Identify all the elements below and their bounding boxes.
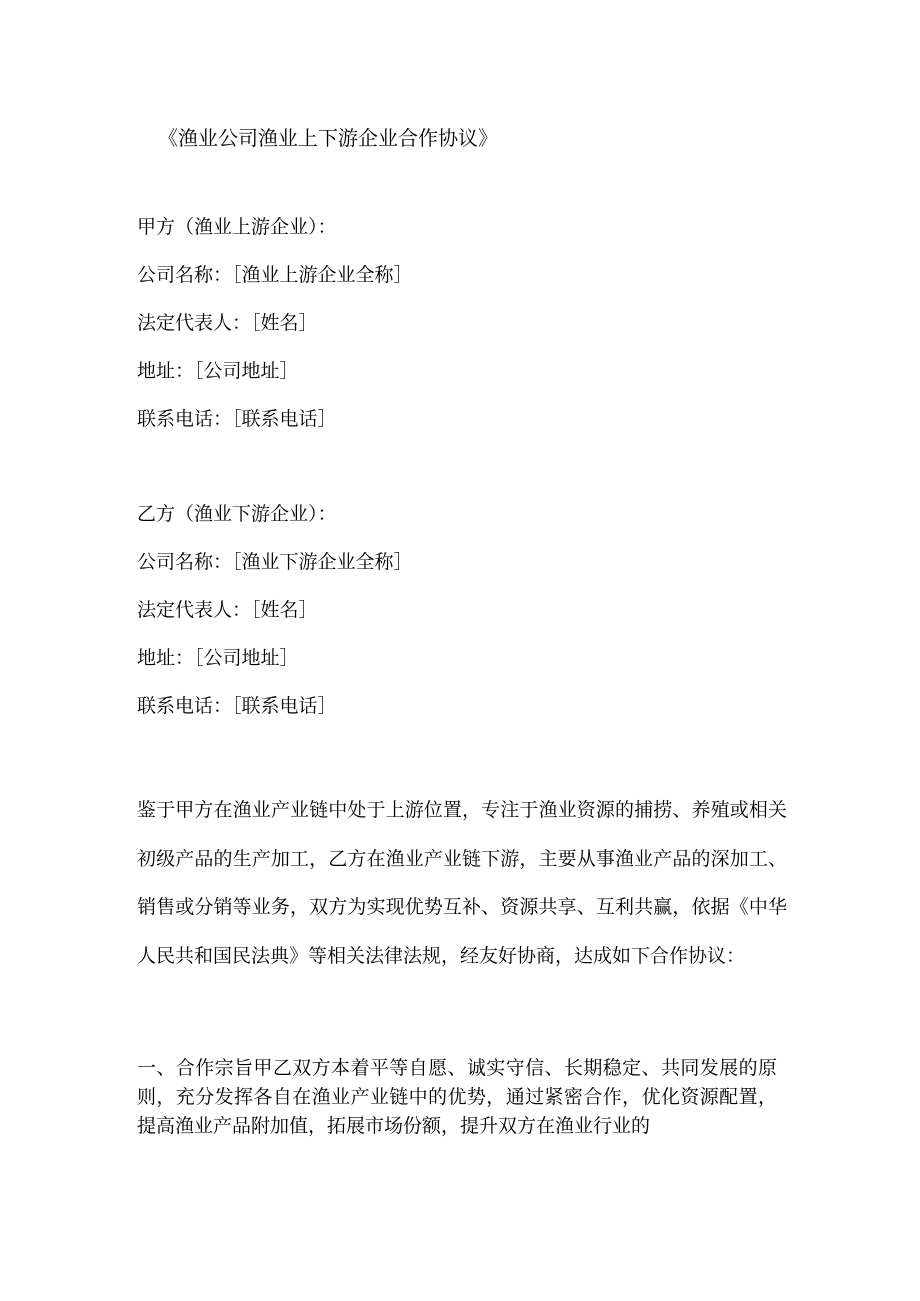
party-a-address: 地址：［公司地址］	[137, 360, 299, 382]
party-b-legal-representative: 法定代表人：［姓名］	[137, 599, 318, 621]
party-b-heading: 乙方（渔业下游企业）：	[137, 503, 337, 525]
party-b-address: 地址：［公司地址］	[137, 647, 299, 669]
intro-paragraph: 鉴于甲方在渔业产业链中处于上游位置，专注于渔业资源的捕捞、养殖或相关初级产品的生产加工，乙方在渔业产业链下游，主要从事渔业产品的深加工、销售或分销等业务，双方为实现优势互补、资源共享、互利共赢，依据《中华人民共和国民法典》等相关法律法规，经友好协商，达成如下合作协议：	[137, 799, 787, 967]
section-1-paragraph: 一、合作宗旨甲乙双方本着平等自愿、诚实守信、长期稳定、共同发展的原则，充分发挥各自在渔业产业链中的优势，通过紧密合作，优化资源配置，提高渔业产品附加值，拓展市场份额，提升双方在渔业行业的	[137, 1057, 777, 1137]
party-b-company-name: 公司名称：［渔业下游企业全称］	[137, 551, 413, 573]
party-a-phone: 联系电话：［联系电话］	[137, 408, 337, 430]
party-b-phone: 联系电话：［联系电话］	[137, 695, 337, 717]
party-a-legal-representative: 法定代表人：［姓名］	[137, 312, 318, 334]
party-a-company-name: 公司名称：［渔业上游企业全称］	[137, 264, 413, 286]
document-title: 《渔业公司渔业上下游企业合作协议》	[158, 126, 498, 150]
party-a-heading: 甲方（渔业上游企业）：	[137, 216, 337, 238]
